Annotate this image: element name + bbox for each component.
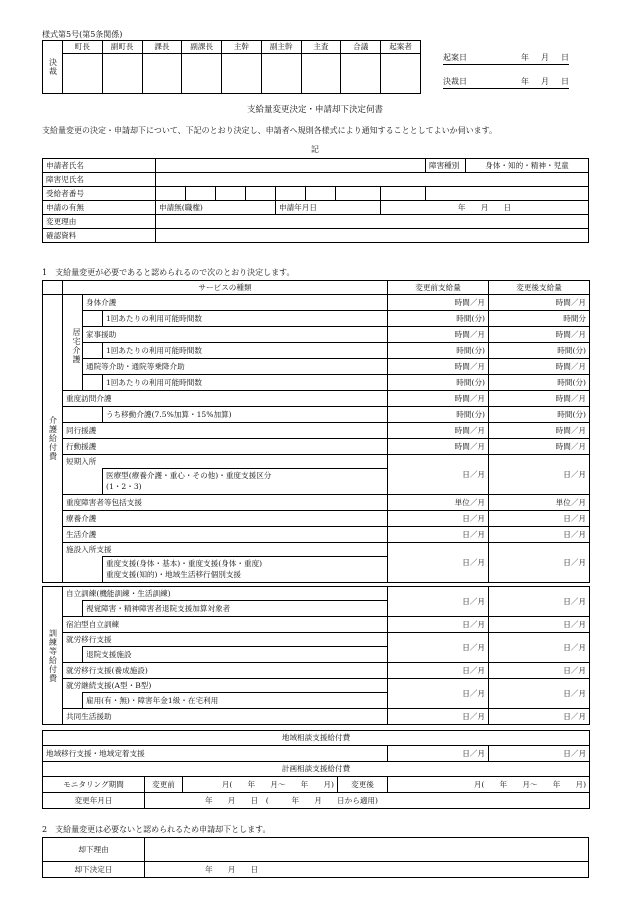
role-shukan: 主幹 bbox=[222, 41, 262, 54]
day-label: 日 bbox=[561, 53, 569, 62]
row-label: 短期入所 bbox=[63, 455, 388, 469]
row-label: 就労移行支援 bbox=[63, 633, 388, 647]
row-label: 身体介護 bbox=[83, 295, 388, 311]
row-label: 宿泊型自立訓練 bbox=[63, 617, 388, 633]
after-value[interactable]: 時間／月 bbox=[489, 423, 590, 439]
digit-box[interactable] bbox=[186, 187, 216, 201]
reject-date-label: 却下決定日 bbox=[43, 862, 145, 878]
ki-label: 記 bbox=[311, 145, 319, 154]
row-label: 1回あたりの利用可能時間数 bbox=[103, 375, 388, 391]
month-label: 月 bbox=[541, 53, 549, 62]
group-care: 介護給付費 bbox=[43, 295, 63, 583]
applicant-table bbox=[42, 158, 589, 243]
row-label: 1回あたりの利用可能時間数 bbox=[103, 311, 388, 327]
before-value[interactable]: 時間／月 bbox=[388, 391, 489, 407]
after-value[interactable]: 日／月 bbox=[489, 543, 590, 583]
role-fukuchocho: 副町長 bbox=[102, 41, 142, 54]
henkou-go-label: 変更後 bbox=[338, 777, 388, 793]
year-label: 年 bbox=[521, 53, 529, 62]
group-training: 訓練等給付費 bbox=[43, 587, 63, 725]
row-label: 自立訓練(機能訓練・生活訓練) bbox=[63, 587, 388, 601]
month-label: 月 bbox=[541, 77, 549, 86]
col-after: 変更後支給量 bbox=[489, 281, 590, 295]
after-value[interactable]: 日／月 bbox=[489, 663, 590, 679]
after-value[interactable]: 単位／月 bbox=[489, 495, 590, 511]
stamp-box[interactable] bbox=[63, 54, 103, 94]
chiiki-label: 地域移行支援・地域定着支援 bbox=[43, 746, 388, 762]
before-value[interactable]: 日／月 bbox=[388, 511, 489, 527]
digit-box[interactable] bbox=[276, 187, 306, 201]
change-date-value[interactable]: 年 月 日 ( 年 月 日から適用) bbox=[145, 793, 590, 809]
tanki-sub1: 医療型(療養介護・重心・その他)・重度支援区分 bbox=[106, 471, 272, 481]
before-value[interactable]: 日／月 bbox=[388, 617, 489, 633]
after-value[interactable]: 日／月 bbox=[489, 746, 590, 762]
monitoring-before[interactable]: 月( 年 月～ 年 月) bbox=[183, 777, 338, 793]
child-name-label: 障害児氏名 bbox=[43, 173, 156, 187]
shisetsu-sub2: 重度支援(知的)・地域生活移行個別支援 bbox=[106, 569, 242, 579]
stamp-box[interactable] bbox=[301, 54, 341, 94]
monitoring-after[interactable]: 月( 年 月～ 年 月) bbox=[388, 777, 590, 793]
after-value[interactable]: 日／月 bbox=[489, 617, 590, 633]
after-value[interactable]: 時間(分) bbox=[489, 407, 590, 423]
after-value[interactable]: 時間(分) bbox=[489, 375, 590, 391]
rejection-table bbox=[42, 837, 589, 878]
shisetsu-sub1: 重度支援(身体・基本)・重度支援(身体・重度) bbox=[106, 559, 263, 569]
before-value[interactable]: 日／月 bbox=[388, 663, 489, 679]
monitoring-label: モニタリング期間 bbox=[43, 777, 145, 793]
role-kiansha: 起案者 bbox=[381, 41, 421, 54]
confirm-doc-field[interactable] bbox=[156, 229, 589, 243]
chiiki-header: 地域相談支援給付費 bbox=[43, 731, 590, 746]
after-value[interactable]: 日／月 bbox=[489, 709, 590, 725]
stamp-box[interactable] bbox=[381, 54, 421, 94]
apply-date-label: 申請年月日 bbox=[276, 201, 381, 215]
intro-text: 支給量変更の決定・申請却下について、下記のとおり決定し、申請者へ規則各様式により通知することとしてよいか伺います。 bbox=[42, 126, 498, 135]
before-value[interactable]: 日／月 bbox=[388, 679, 489, 709]
approval-table bbox=[42, 40, 421, 94]
day-label: 日 bbox=[561, 77, 569, 86]
role-fukushukan: 副主幹 bbox=[261, 41, 301, 54]
reject-reason-label: 却下理由 bbox=[43, 838, 145, 862]
henkou-mae-label: 変更前 bbox=[145, 777, 183, 793]
before-value[interactable]: 日／月 bbox=[388, 587, 489, 617]
recipient-blank bbox=[426, 187, 589, 201]
kian-date[interactable] bbox=[443, 52, 569, 65]
row-sublabel: 視覚障害・精神障害者退院支援加算対象者 bbox=[83, 601, 388, 617]
section2-heading: 2 支給量変更は必要ないと認められるため申請却下とします。 bbox=[42, 825, 271, 834]
row-label: うち移動介護(7.5%加算・15%加算) bbox=[103, 407, 388, 423]
change-reason-label: 変更理由 bbox=[43, 215, 156, 229]
training-table bbox=[42, 586, 590, 725]
kian-label: 起案日 bbox=[443, 53, 467, 62]
applicant-name-field[interactable] bbox=[156, 159, 426, 173]
before-value[interactable]: 時間(分) bbox=[388, 311, 489, 327]
after-value[interactable]: 日／月 bbox=[489, 527, 590, 543]
before-value[interactable]: 時間(分) bbox=[388, 375, 489, 391]
before-value[interactable]: 日／月 bbox=[388, 455, 489, 495]
row-label: 共同生活援助 bbox=[63, 709, 388, 725]
digit-box[interactable] bbox=[216, 187, 246, 201]
after-value[interactable]: 時間分 bbox=[489, 311, 590, 327]
row-label: 施設入所支援 bbox=[63, 543, 388, 557]
row-label: 生活介護 bbox=[63, 527, 388, 543]
kessai-label: 決裁 bbox=[43, 41, 63, 94]
reject-reason-field[interactable] bbox=[145, 838, 589, 862]
row-label: 行動援護 bbox=[63, 439, 388, 455]
confirm-doc-label: 確認資料 bbox=[43, 229, 156, 243]
child-name-field[interactable] bbox=[156, 173, 589, 187]
keikaku-header: 計画相談支援給付費 bbox=[43, 762, 590, 777]
role-chocho: 町長 bbox=[63, 41, 103, 54]
role-aigi: 合議 bbox=[341, 41, 381, 54]
before-value[interactable]: 時間(分) bbox=[388, 407, 489, 423]
applicant-name-label: 申請者氏名 bbox=[43, 159, 156, 173]
role-shusa: 主査 bbox=[301, 41, 341, 54]
group-home: 居宅介護 bbox=[72, 328, 81, 364]
year-label: 年 bbox=[521, 77, 529, 86]
before-value[interactable]: 時間(分) bbox=[388, 343, 489, 359]
row-label: 就労移行支援(養成施設) bbox=[63, 663, 388, 679]
before-value[interactable]: 時間／月 bbox=[388, 423, 489, 439]
digit-box[interactable] bbox=[381, 187, 426, 201]
section1-heading: 1 支給量変更が必要であると認められるので次のとおり決定します。 bbox=[42, 268, 295, 277]
row-label: 重度訪問介護 bbox=[63, 391, 388, 407]
before-value[interactable]: 時間／月 bbox=[388, 439, 489, 455]
form-number: 様式第5号(第5条関係) bbox=[42, 30, 123, 39]
row-sublabel: 退院支援施設 bbox=[83, 647, 388, 663]
consult-table bbox=[42, 730, 590, 809]
tanki-sub2: (1・2・3) bbox=[106, 481, 142, 491]
before-value[interactable]: 日／月 bbox=[388, 633, 489, 663]
service-table bbox=[42, 280, 590, 583]
after-value[interactable]: 日／月 bbox=[489, 511, 590, 527]
before-value[interactable]: 日／月 bbox=[388, 543, 489, 583]
after-value[interactable]: 日／月 bbox=[489, 633, 590, 663]
role-fukukacho: 副課長 bbox=[182, 41, 222, 54]
after-value[interactable]: 時間／月 bbox=[489, 327, 590, 343]
recipient-number-label: 受給者番号 bbox=[43, 187, 156, 201]
after-value[interactable]: 時間(分) bbox=[489, 343, 590, 359]
row-label: 療養介護 bbox=[63, 511, 388, 527]
digit-box[interactable] bbox=[156, 187, 186, 201]
reject-date-value[interactable]: 年 月 日 bbox=[145, 862, 589, 878]
after-value[interactable]: 時間／月 bbox=[489, 359, 590, 375]
stamp-box[interactable] bbox=[102, 54, 142, 94]
col-service: サービスの種類 bbox=[63, 281, 388, 295]
before-value[interactable]: 単位／月 bbox=[388, 495, 489, 511]
row-label: 就労継続支援(A型・B型) bbox=[63, 679, 388, 693]
disability-label: 障害種別 bbox=[426, 159, 466, 173]
apply-date[interactable]: 年 月 日 bbox=[381, 201, 589, 215]
after-value[interactable]: 日／月 bbox=[489, 455, 590, 495]
before-value[interactable]: 日／月 bbox=[388, 746, 489, 762]
disability-types[interactable]: 身体・知的・精神・児童 bbox=[466, 159, 589, 173]
apply-value[interactable]: 申請無(職権) bbox=[156, 201, 276, 215]
kessai-date[interactable] bbox=[443, 76, 569, 89]
after-value[interactable]: 時間／月 bbox=[489, 439, 590, 455]
row-label: 同行援護 bbox=[63, 423, 388, 439]
stamp-box[interactable] bbox=[261, 54, 301, 94]
after-value[interactable]: 時間／月 bbox=[489, 391, 590, 407]
stamp-box[interactable] bbox=[142, 54, 182, 94]
row-label: 重度障害者等包括支援 bbox=[63, 495, 388, 511]
after-value[interactable]: 時間／月 bbox=[489, 295, 590, 311]
after-value[interactable]: 日／月 bbox=[489, 587, 590, 617]
digit-box[interactable] bbox=[336, 187, 381, 201]
row-label: 1回あたりの利用可能時間数 bbox=[103, 343, 388, 359]
before-value[interactable]: 時間／月 bbox=[388, 359, 489, 375]
stamp-box[interactable] bbox=[222, 54, 262, 94]
before-value[interactable]: 時間／月 bbox=[388, 327, 489, 343]
row-sublabel: 雇用(有・無)・障害年金1級・在宅利用 bbox=[83, 693, 388, 709]
row-label: 家事援助 bbox=[83, 327, 388, 343]
row-sublabel bbox=[103, 469, 388, 495]
before-value[interactable]: 日／月 bbox=[388, 709, 489, 725]
page-title: 支給量変更決定・申請却下決定伺書 bbox=[246, 105, 383, 115]
kessai-date-label: 決裁日 bbox=[443, 77, 467, 86]
row-label: 通院等介助・通院等乗降介助 bbox=[83, 359, 388, 375]
col-before: 変更前支給量 bbox=[388, 281, 489, 295]
change-date-label: 変更年月日 bbox=[43, 793, 145, 809]
after-value[interactable]: 日／月 bbox=[489, 679, 590, 709]
before-value[interactable]: 日／月 bbox=[388, 527, 489, 543]
stamp-box[interactable] bbox=[341, 54, 381, 94]
apply-label: 申請の有無 bbox=[43, 201, 156, 215]
change-reason-field[interactable] bbox=[156, 215, 589, 229]
row-sublabel bbox=[103, 557, 388, 583]
stamp-box[interactable] bbox=[182, 54, 222, 94]
digit-box[interactable] bbox=[246, 187, 276, 201]
before-value[interactable]: 時間／月 bbox=[388, 295, 489, 311]
digit-box[interactable] bbox=[306, 187, 336, 201]
role-kacho: 課長 bbox=[142, 41, 182, 54]
